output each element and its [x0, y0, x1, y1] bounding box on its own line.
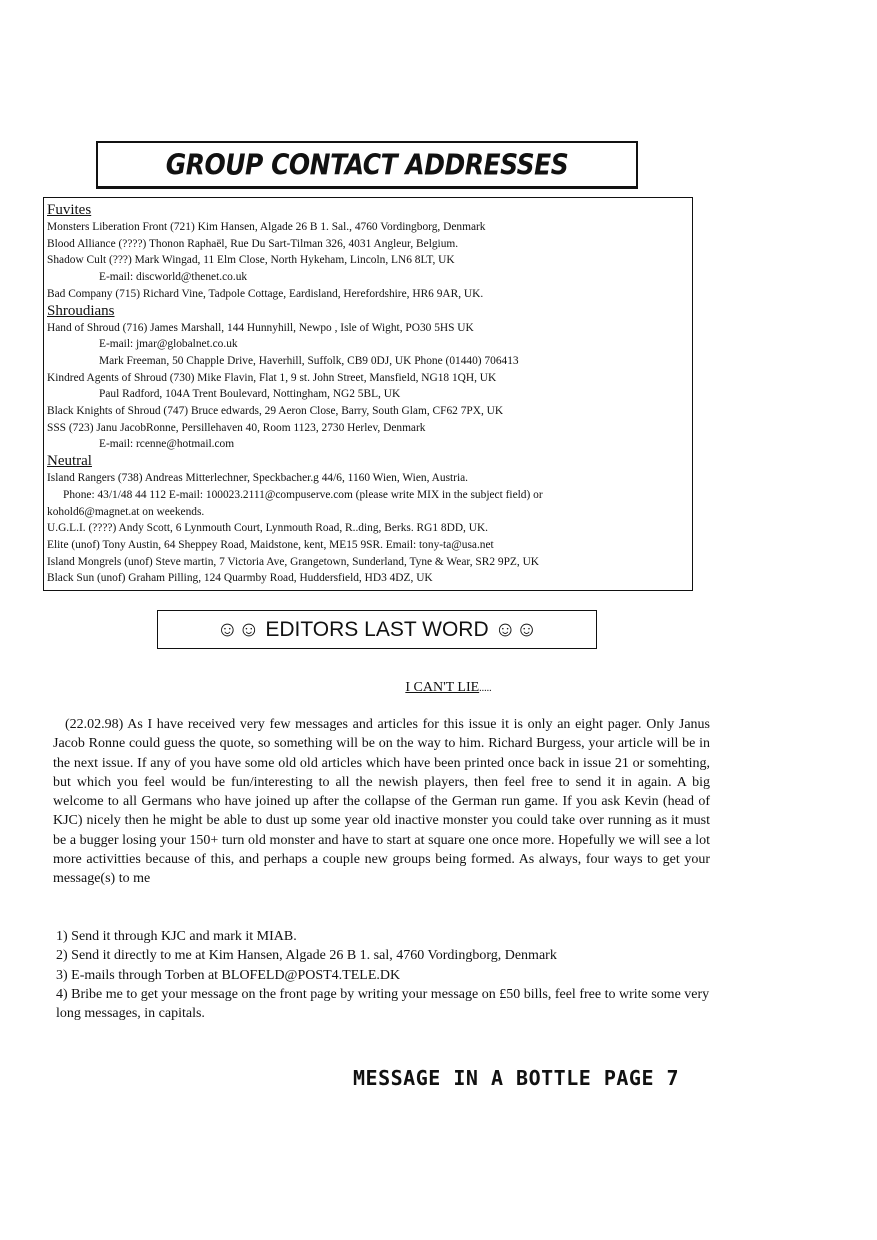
contact-line: SSS (723) Janu JacobRonne, Persillehaven 40, Room 1123, 2730 Herlev, Denmark: [47, 421, 426, 434]
list-item: 4) Bribe me to get your message on the front page by writing your message on £50 bills, feel free to write some very long messages, in capitals.: [56, 986, 710, 1022]
contact-line: E-mail: jmar@globalnet.co.uk: [99, 338, 238, 351]
group-heading-fuvites: Fuvites: [47, 202, 92, 218]
contact-list: [43, 197, 693, 591]
page-footer: MESSAGE IN A BOTTLE PAGE 7: [353, 1066, 680, 1090]
contact-line: Mark Freeman, 50 Chapple Drive, Haverhill, Suffolk, CB9 0DJ, UK Phone (01440) 706413: [99, 354, 519, 367]
page-title: GROUP CONTACT ADDRESSES: [165, 147, 569, 182]
contact-line: U.G.L.I. (????) Andy Scott, 6 Lynmouth Court, Lynmouth Road, R..ding, Berks. RG1 8DD, UK.: [47, 522, 489, 535]
article-title-dots: .....: [479, 683, 492, 694]
list-item: 3) E-mails through Torben at BLOFELD@POST4.TELE.DK: [56, 967, 401, 983]
contact-line: Kindred Agents of Shroud (730) Mike Flavin, Flat 1, 9 st. John Street, Mansfield, NG18 1QH, UK: [47, 371, 497, 384]
contact-line: Island Mongrels (unof) Steve martin, 7 Victoria Ave, Grangetown, Sunderland, Tyne & Wear, SR2 9PZ, UK: [47, 555, 540, 568]
contact-line: Shadow Cult (???) Mark Wingad, 11 Elm Close, North Hykeham, Lincoln, LN6 8LT, UK: [47, 254, 455, 267]
contact-line: Elite (unof) Tony Austin, 64 Sheppey Road, Maidstone, kent, ME15 9SR. Email: tony-ta@usa.net: [47, 538, 494, 551]
title-box: [96, 141, 638, 189]
steps-list: [56, 927, 712, 1023]
group-heading-neutral: Neutral: [47, 453, 92, 470]
group-heading-shroudians: Shroudians: [47, 302, 115, 319]
contact-line: Bad Company (715) Richard Vine, Tadpole Cottage, Eardisland, Herefordshire, HR6 9AR, UK.: [47, 287, 484, 300]
editors-heading-box: [157, 610, 597, 649]
article-body: (22.02.98) As I have received very few messages and articles for this issue it is only an eight pager. Only Janus Jacob Ronne could guess the quote, so something will be on the way to him. Richard Burgess, your article will be in the next issue. If any of you have some old old articles which have been printed once back in issue 21 or somehting, but which you feel would be fun/interesting to all the newish players, then feel free to send it in again. A big welcome to all Germans who have joined up after the collapse of the German run game. If you ask Kevin (head of KJC) nicely then he might be able to dust up some year old inactive monster you could take over running as it must be a bugger losing your 150+ turn old monster and have to start at square one once more. Hopefully we will see a lot more activitties because of this, and perhaps a couple new groups being formed. As always, four ways to get your message(s) to me: [53, 717, 710, 887]
contact-line: Phone: 43/1/48 44 112 E-mail: 100023.2111@compuserve.com (please write MIX in the subject field) or: [63, 488, 543, 501]
editors-heading: ☺☺ EDITORS LAST WORD ☺☺: [216, 617, 538, 641]
contact-line: Paul Radford, 104A Trent Boulevard, Nottingham, NG2 5BL, UK: [99, 388, 401, 401]
contact-line: E-mail: discworld@thenet.co.uk: [99, 271, 248, 284]
contact-line: Island Rangers (738) Andreas Mitterlechner, Speckbacher.g 44/6, 1160 Wien, Wien, Austria.: [47, 472, 469, 485]
contact-line: kohold6@magnet.at on weekends.: [47, 505, 205, 518]
article-title-row: [0, 680, 877, 696]
contact-line: Black Knights of Shroud (747) Bruce edwards, 29 Aeron Close, Barry, South Glam, CF62 7PX, UK: [47, 405, 504, 418]
contact-line: Hand of Shroud (716) James Marshall, 144 Hunnyhill, Newpo , Isle of Wight, PO30 5HS UK: [47, 321, 474, 334]
contact-line: Black Sun (unof) Graham Pilling, 124 Quarmby Road, Huddersfield, HD3 4DZ, UK: [47, 572, 433, 585]
contact-line: Monsters Liberation Front (721) Kim Hansen, Algade 26 B 1. Sal., 4760 Vordingborg, Denmark: [47, 221, 486, 233]
article-title: I CAN'T LIE: [405, 680, 480, 695]
contact-line: E-mail: rcenne@hotmail.com: [99, 438, 235, 451]
list-item: 1) Send it through KJC and mark it MIAB.: [56, 929, 297, 944]
list-item: 2) Send it directly to me at Kim Hansen, Algade 26 B 1. sal, 4760 Vordingborg, Denmark: [56, 948, 557, 964]
contact-line: Blood Alliance (????) Thonon Raphaël, Rue Du Sart-Tilman 326, 4031 Angleur, Belgium.: [47, 237, 459, 250]
